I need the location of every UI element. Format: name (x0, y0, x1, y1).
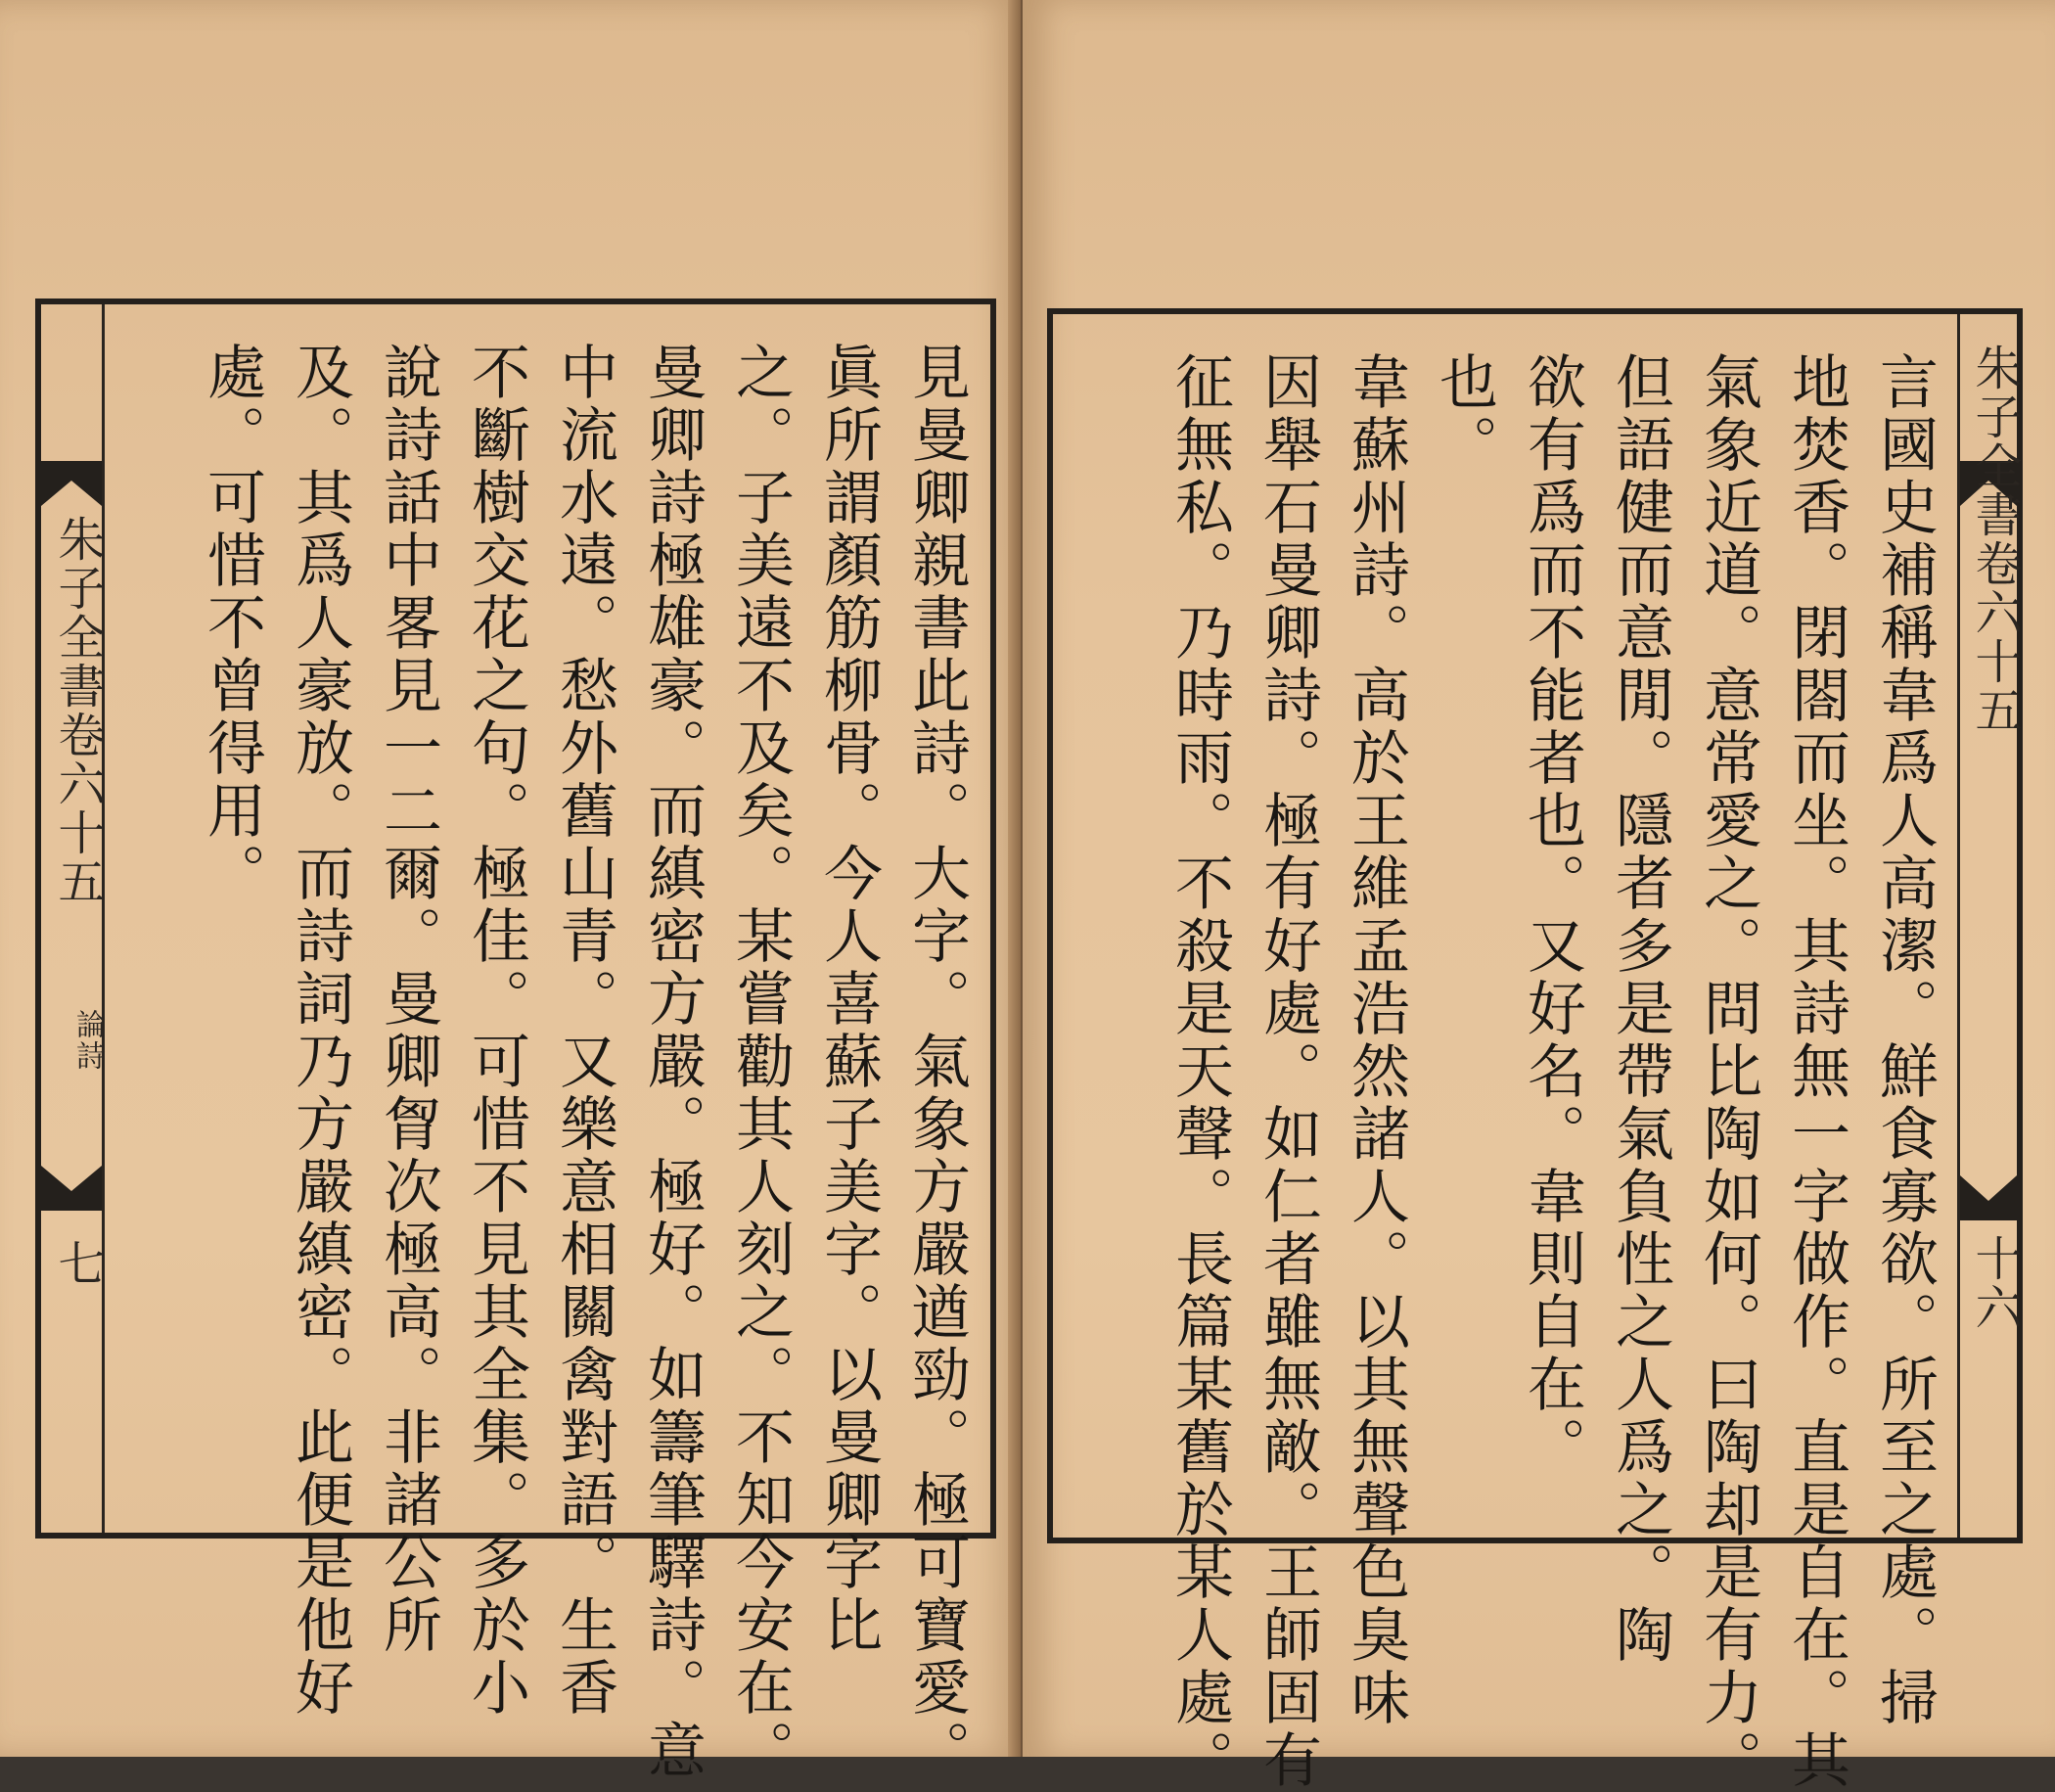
left-margin-book-title: 朱子全書卷六十五 (50, 515, 105, 906)
fish-tail-ornament-top (41, 461, 102, 506)
left-page (0, 0, 1018, 1782)
right-page (1023, 0, 2055, 1792)
text-column: 中流水遠。愁外舊山青。又樂意相關禽對語。生香 (550, 342, 618, 1720)
text-column: 眞所謂顏筋柳骨。今人喜蘇子美字。以曼卿字比 (814, 342, 883, 1657)
text-column: 氣象近道。意常愛之。問比陶如何。曰陶却是有力。 (1694, 351, 1762, 1792)
right-page-frame (1047, 308, 2023, 1792)
text-column: 言國史補稱韋爲人高潔。鮮食寡欲。所至之處。掃 (1870, 351, 1939, 1729)
text-column: 也。 (1430, 351, 1498, 477)
text-column: 征無私。乃時雨。不殺是天聲。長篇某舊於某人處。 (1165, 351, 1234, 1792)
text-column: 曼卿詩極雄豪。而縝密方嚴。極好。如籌筆驛詩。意 (638, 342, 707, 1782)
text-column: 但語健而意閒。隱者多是帶氣負性之人爲之。陶 (1606, 351, 1674, 1667)
text-column: 說詩話中畧見一二爾。曼卿胷次極高。非諸公所 (374, 342, 442, 1657)
left-page-frame (35, 299, 996, 1782)
fish-tail-ornament-bottom (1960, 1175, 2017, 1220)
left-margin-section: 論詩 (70, 1009, 105, 1072)
text-column: 不斷樹交花之句。極佳。可惜不見其全集。多於小 (462, 342, 530, 1720)
text-column: 見曼卿親書此詩。大字。氣象方嚴遒勁。極可寶愛。 (902, 342, 971, 1782)
right-margin-book-title: 朱子全書卷六十五 (1967, 344, 2022, 735)
fish-tail-ornament-bottom (41, 1166, 102, 1211)
text-column: 之。子美遠不及矣。某嘗勸其人刻之。不知今安在。 (726, 342, 795, 1782)
left-page-margin (41, 304, 105, 1533)
text-column: 處。可惜不曾得用。 (198, 342, 266, 905)
text-column: 地焚香。閉閤而坐。其詩無一字做作。直是自在。其 (1782, 351, 1850, 1792)
text-column: 因舉石曼卿詩。極有好處。如仁者雖無敵。王師固有 (1254, 351, 1322, 1792)
right-page-text-columns (1063, 314, 1948, 1792)
right-margin-page-number: 十六 (1967, 1234, 2022, 1332)
text-column: 及。其爲人豪放。而詩詞乃方嚴縝密。此便是他好 (286, 342, 354, 1720)
left-page-text-columns (119, 304, 981, 1782)
text-column: 韋蘇州詩。高於王維孟浩然諸人。以其無聲色臭味 (1342, 351, 1410, 1729)
text-column: 欲有爲而不能者也。又好名。韋則自在。 (1518, 351, 1586, 1479)
left-margin-page-number: 七 (50, 1239, 105, 1288)
right-page-margin (1957, 314, 2022, 1538)
